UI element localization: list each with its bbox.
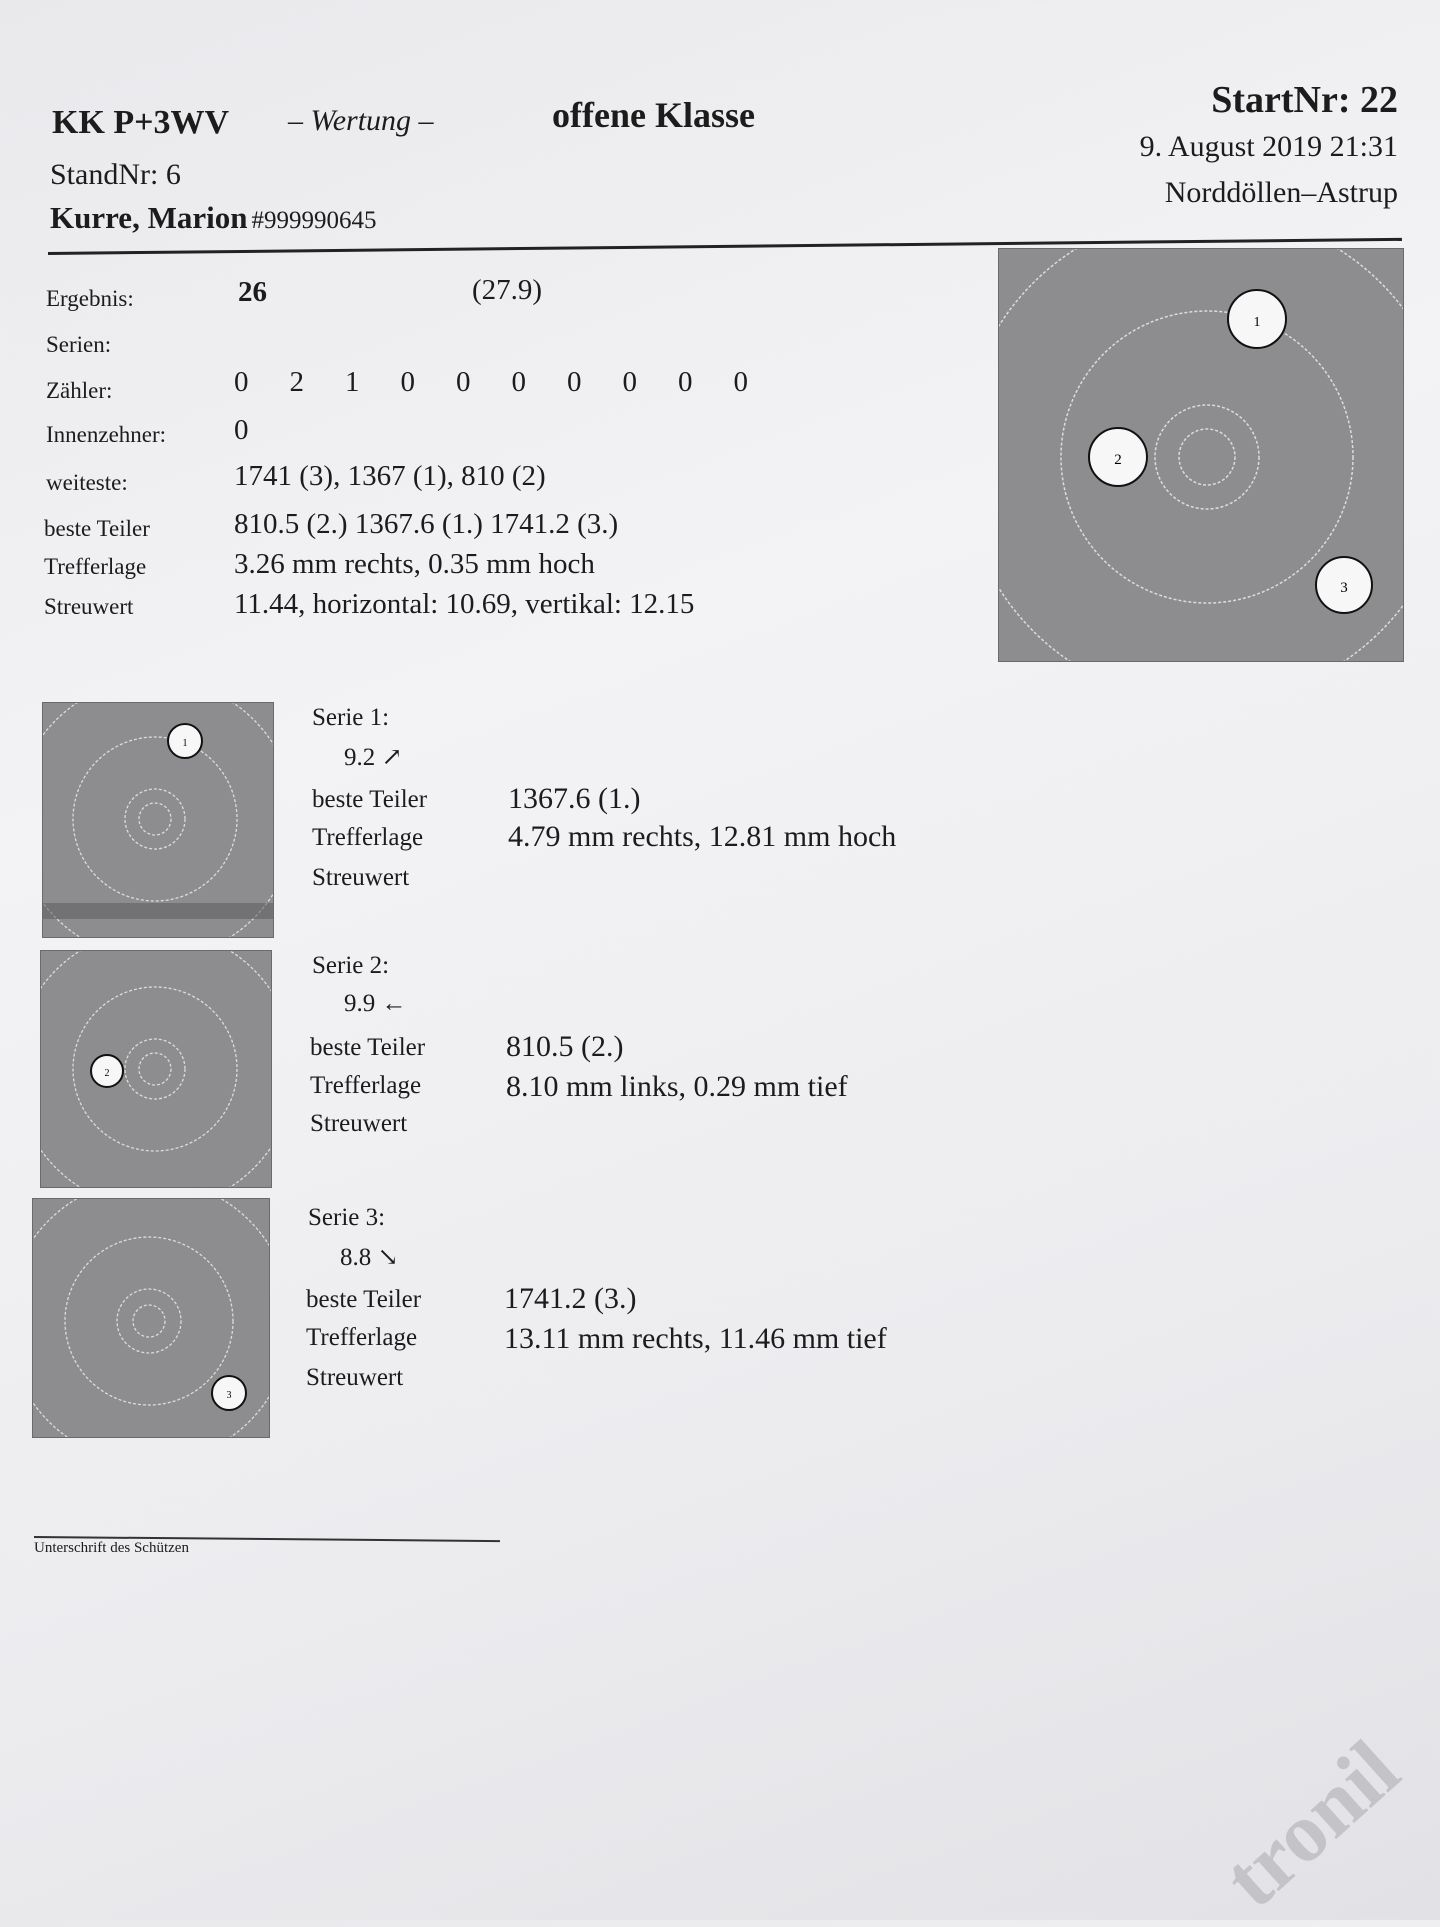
ring <box>139 1053 171 1085</box>
wertung-label: – Wertung – <box>288 104 434 137</box>
series-1-score: 9.2 ↗ <box>344 744 403 771</box>
weiteste-value: 1741 (3), 1367 (1), 810 (2) <box>234 460 546 492</box>
ring <box>73 737 237 901</box>
zaehler-value: 0 <box>511 366 526 398</box>
shot-label-1: 1 <box>1253 315 1261 330</box>
series-3-streuwert-label: Streuwert <box>306 1364 404 1391</box>
series-1-shot-label: 1 <box>182 738 188 749</box>
series-1-trefferlage-value: 4.79 mm rechts, 12.81 mm hoch <box>508 820 897 853</box>
ring <box>1155 405 1259 509</box>
main-target <box>998 248 1404 662</box>
series-3-trefferlage-value: 13.11 mm rechts, 11.46 mm tief <box>504 1322 887 1355</box>
shot-label-3: 3 <box>1340 580 1348 596</box>
competition-title: KK P+3WV <box>52 104 230 141</box>
ergebnis-label: Ergebnis: <box>46 286 134 311</box>
zaehler-value: 0 <box>678 366 693 398</box>
zaehler-value: 0 <box>400 366 415 398</box>
shot-2 <box>1089 428 1147 486</box>
series-1-beste-teiler-value: 1367.6 (1.) <box>508 782 641 815</box>
serien-label: Serien: <box>46 332 112 357</box>
series-2-trefferlage-value: 8.10 mm links, 0.29 mm tief <box>506 1070 848 1103</box>
streuwert-label: Streuwert <box>44 594 134 619</box>
watermark-text: tronil <box>1206 1723 1417 1926</box>
zaehler-value: 0 <box>622 366 637 398</box>
ring <box>117 1289 181 1353</box>
series-3-beste-teiler-value: 1741.2 (3.) <box>504 1282 637 1315</box>
beste-teiler-value: 810.5 (2.) 1367.6 (1.) 1741.2 (3.) <box>234 508 619 540</box>
series-3-beste-teiler-label: beste Teiler <box>306 1286 422 1313</box>
ring <box>139 803 171 835</box>
shooter-line <box>50 200 376 236</box>
shooter-name: Kurre, Marion <box>50 200 248 235</box>
ring <box>125 789 185 849</box>
shot-1 <box>1228 290 1286 348</box>
series-3-target <box>32 1198 270 1438</box>
start-number: StartNr: 22 <box>1211 79 1398 121</box>
innenzehner-value: 0 <box>234 414 249 446</box>
series-2-trefferlage-label: Trefferlage <box>310 1072 422 1099</box>
series-2-shot-label: 2 <box>104 1068 110 1079</box>
class-label: offene Klasse <box>552 95 755 135</box>
series-1-streuwert-label: Streuwert <box>312 864 410 891</box>
ring <box>1179 429 1235 485</box>
series-2-streuwert-label: Streuwert <box>310 1110 408 1137</box>
ring <box>133 1305 165 1337</box>
series-1-beste-teiler-label: beste Teiler <box>312 786 428 813</box>
ergebnis-decimal: (27.9) <box>472 274 543 306</box>
shot-label-2: 2 <box>1114 452 1122 468</box>
series-2-score: 9.9 ← <box>344 990 407 1017</box>
zaehler-value: 0 <box>733 366 748 398</box>
weiteste-label: weiteste: <box>46 470 128 495</box>
series-3-title: Serie 3: <box>308 1204 386 1231</box>
zaehler-value: 2 <box>289 366 304 398</box>
shooter-id: #999990645 <box>251 207 377 234</box>
stand-number: StandNr: 6 <box>50 158 181 191</box>
trefferlage-value: 3.26 mm rechts, 0.35 mm hoch <box>234 548 595 580</box>
series-2-title: Serie 2: <box>312 952 390 979</box>
series-3-trefferlage-label: Trefferlage <box>306 1324 418 1351</box>
series-1-target <box>42 702 274 938</box>
zaehler-values <box>234 366 789 399</box>
ring <box>43 703 273 937</box>
series-2-beste-teiler-label: beste Teiler <box>310 1034 426 1061</box>
trefferlage-label: Trefferlage <box>44 554 147 579</box>
signature-label: Unterschrift des Schützen <box>34 1540 189 1556</box>
zaehler-value: 0 <box>456 366 471 398</box>
series-3-score: 8.8 ↘ <box>340 1244 399 1271</box>
series-1-title: Serie 1: <box>312 704 390 731</box>
location: Norddöllen–Astrup <box>1164 176 1398 209</box>
streuwert-value: 11.44, horizontal: 10.69, vertikal: 12.15 <box>234 588 695 620</box>
zaehler-value: 1 <box>345 366 360 398</box>
ergebnis-value: 26 <box>238 276 267 308</box>
series-1-trefferlage-label: Trefferlage <box>312 824 424 851</box>
zaehler-label: Zähler: <box>46 378 113 403</box>
beste-teiler-label: beste Teiler <box>44 516 150 541</box>
shot-3 <box>1316 557 1372 613</box>
innenzehner-label: Innenzehner: <box>46 422 167 447</box>
zaehler-value: 0 <box>567 366 582 398</box>
ring <box>65 1237 233 1405</box>
series-2-beste-teiler-value: 810.5 (2.) <box>506 1030 624 1063</box>
series-2-target <box>40 950 272 1188</box>
date-time: 9. August 2019 21:31 <box>1139 130 1398 163</box>
series-3-shot-label: 3 <box>226 1390 232 1401</box>
ring <box>125 1039 185 1099</box>
zaehler-value: 0 <box>234 366 249 398</box>
main-target-svg <box>999 249 1403 661</box>
